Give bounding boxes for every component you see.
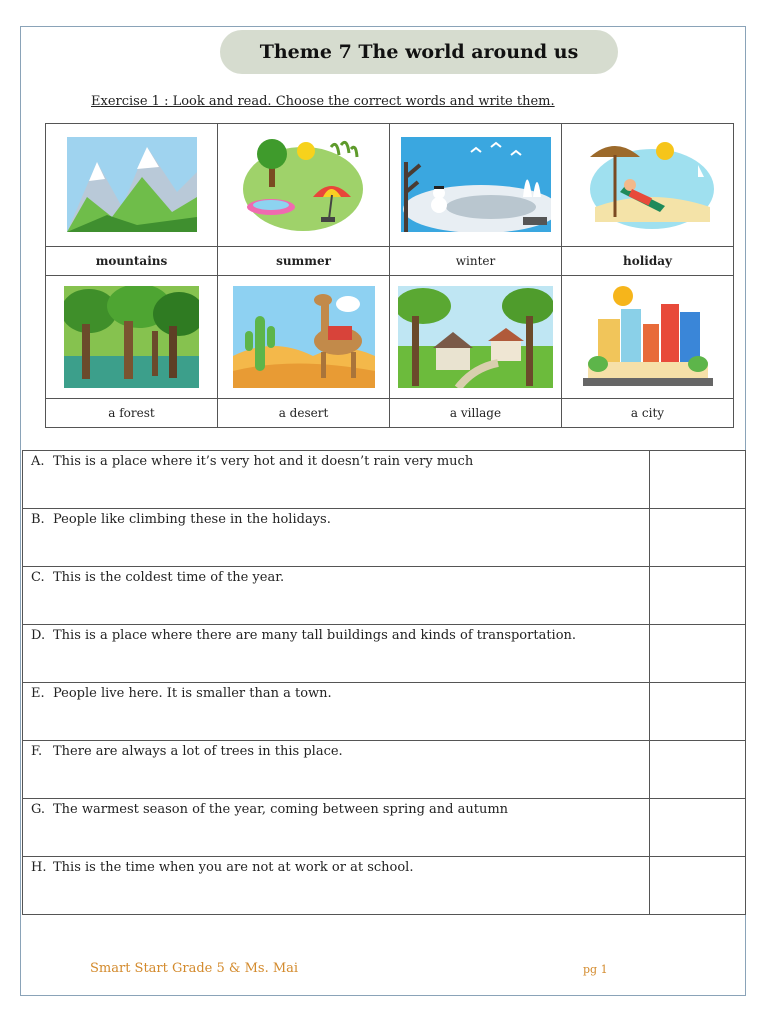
question-text-cell bbox=[23, 451, 650, 509]
picture-cell-city bbox=[562, 275, 734, 398]
question-row bbox=[23, 509, 746, 567]
question-text-cell bbox=[23, 857, 650, 915]
exercise-instructions: Exercise 1 : Look and read. Choose the correct words and write them. bbox=[91, 94, 555, 109]
picture-label: summer bbox=[218, 246, 390, 275]
question-row bbox=[23, 857, 746, 915]
answer-box[interactable] bbox=[650, 683, 746, 741]
question-text-cell bbox=[23, 799, 650, 857]
page-title-text: Theme 7 The world around us bbox=[259, 41, 579, 63]
picture-row-1 bbox=[46, 124, 734, 247]
city-icon bbox=[583, 284, 713, 389]
summer-park-icon bbox=[241, 137, 366, 232]
question-text: This is a place where there are many tall buildings and kinds of transportation. bbox=[53, 628, 577, 643]
picture-cell-mountains bbox=[46, 124, 218, 247]
picture-label: winter bbox=[390, 246, 562, 275]
question-letter: E. bbox=[31, 686, 45, 701]
question-text: This is the coldest time of the year. bbox=[53, 570, 285, 585]
picture-grid bbox=[45, 123, 734, 428]
label-row-2 bbox=[46, 398, 734, 427]
question-letter: C. bbox=[31, 570, 45, 585]
question-text-cell bbox=[23, 683, 650, 741]
answer-box[interactable] bbox=[650, 567, 746, 625]
picture-label: a city bbox=[562, 398, 734, 427]
answer-box[interactable] bbox=[650, 509, 746, 567]
question-text: The warmest season of the year, coming between spring and autumn bbox=[53, 802, 509, 817]
answer-box[interactable] bbox=[650, 857, 746, 915]
forest-icon bbox=[64, 286, 199, 388]
answer-box[interactable] bbox=[650, 625, 746, 683]
question-letter: F. bbox=[31, 744, 43, 759]
question-table bbox=[22, 450, 746, 915]
question-row bbox=[23, 451, 746, 509]
question-text-cell bbox=[23, 625, 650, 683]
answer-box[interactable] bbox=[650, 451, 746, 509]
question-text: People like climbing these in the holidays. bbox=[53, 512, 331, 527]
picture-label: holiday bbox=[562, 246, 734, 275]
question-text: There are always a lot of trees in this place. bbox=[53, 744, 343, 759]
beach-holiday-icon bbox=[580, 137, 715, 232]
question-row bbox=[23, 741, 746, 799]
village-icon bbox=[398, 286, 553, 388]
question-row bbox=[23, 683, 746, 741]
question-letter: B. bbox=[31, 512, 45, 527]
winter-snow-icon bbox=[401, 137, 551, 232]
question-text-cell bbox=[23, 741, 650, 799]
page-title bbox=[220, 30, 618, 74]
answer-box[interactable] bbox=[650, 741, 746, 799]
answer-box[interactable] bbox=[650, 799, 746, 857]
question-text-cell bbox=[23, 509, 650, 567]
picture-cell-winter bbox=[390, 124, 562, 247]
question-text: This is a place where it’s very hot and it doesn’t rain very much bbox=[53, 454, 474, 469]
question-row bbox=[23, 799, 746, 857]
picture-cell-forest bbox=[46, 275, 218, 398]
question-letter: A. bbox=[31, 454, 45, 469]
question-letter: G. bbox=[31, 802, 46, 817]
footer-credit: Smart Start Grade 5 & Ms. Mai bbox=[90, 961, 299, 976]
picture-label: a desert bbox=[218, 398, 390, 427]
question-text: People live here. It is smaller than a town. bbox=[53, 686, 332, 701]
label-row-1 bbox=[46, 246, 734, 275]
question-text-cell bbox=[23, 567, 650, 625]
picture-cell-summer bbox=[218, 124, 390, 247]
picture-label: a village bbox=[390, 398, 562, 427]
picture-cell-holiday bbox=[562, 124, 734, 247]
picture-cell-desert bbox=[218, 275, 390, 398]
question-letter: D. bbox=[31, 628, 46, 643]
question-row bbox=[23, 567, 746, 625]
question-row bbox=[23, 625, 746, 683]
footer-page-number: pg 1 bbox=[583, 963, 608, 976]
desert-camel-icon bbox=[233, 286, 375, 388]
question-letter: H. bbox=[31, 860, 47, 875]
question-text: This is the time when you are not at work or at school. bbox=[53, 860, 414, 875]
mountains-icon bbox=[67, 137, 197, 232]
picture-label: a forest bbox=[46, 398, 218, 427]
picture-label: mountains bbox=[46, 246, 218, 275]
picture-cell-village bbox=[390, 275, 562, 398]
picture-row-2 bbox=[46, 275, 734, 398]
